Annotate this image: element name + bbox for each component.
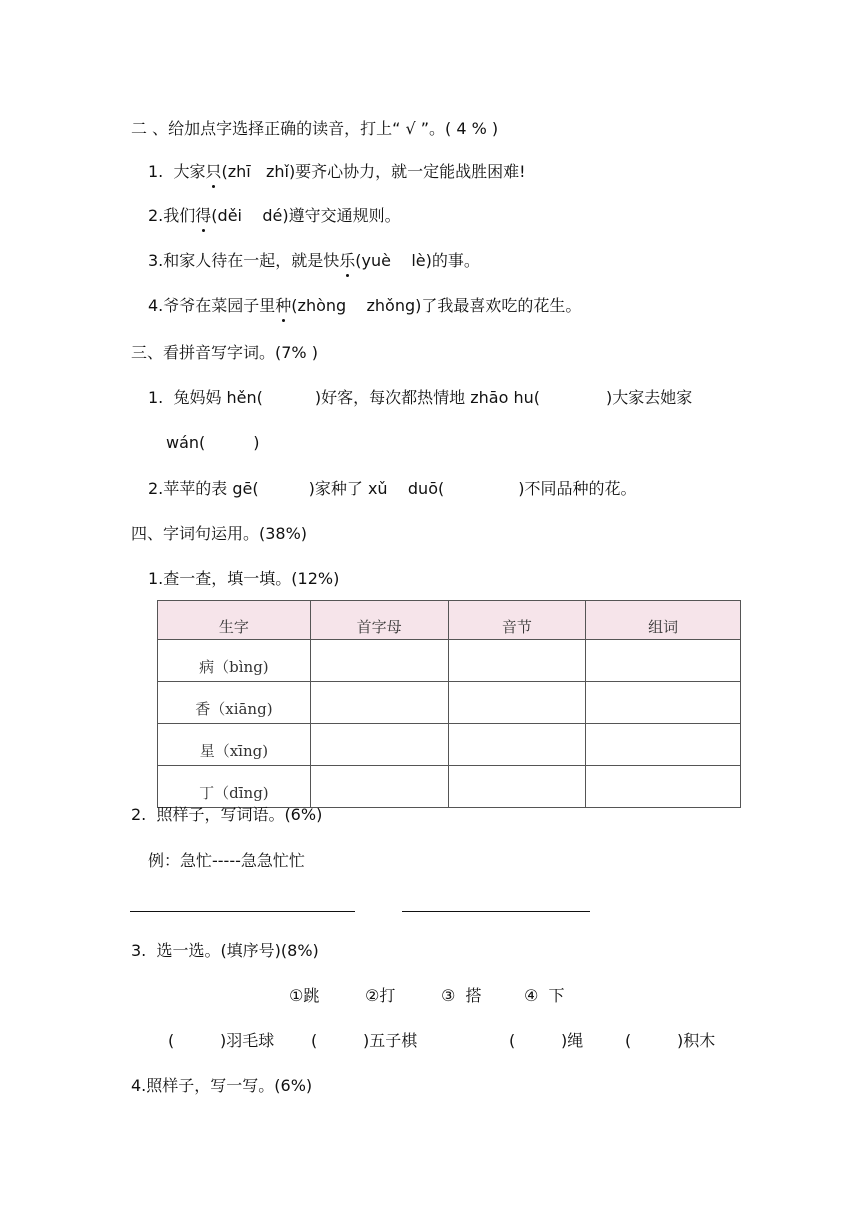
q-text: 2.苹苹的表 gē(: [148, 479, 259, 498]
paren-open[interactable]: (: [625, 1031, 632, 1050]
section-3-title: 三、看拼音写字词。(7% ): [131, 343, 318, 362]
q-text: (zhòng zhǒng)了我最喜欢吃的花生。: [291, 296, 582, 315]
answer-line[interactable]: [130, 911, 355, 912]
dotted-char: 得: [195, 206, 212, 225]
q-text: 1. 大家: [148, 162, 206, 181]
question-2-2: [148, 205, 401, 227]
option-4: ④ 下: [524, 986, 565, 1005]
answer-cell[interactable]: [586, 766, 741, 808]
paren-open[interactable]: (: [509, 1031, 516, 1050]
table-row: [158, 724, 741, 766]
question-4-2-title: 2. 照样子，写词语。(6%): [131, 805, 323, 824]
q-text: 2.我们: [148, 206, 196, 225]
item-badminton: )羽毛球: [220, 1031, 275, 1050]
q-text: 1. 兔妈妈 hěn(: [148, 388, 263, 407]
question-3-1-cont: [166, 432, 260, 454]
question-2-4: [148, 295, 581, 317]
table-header: 生字: [158, 601, 311, 640]
item-gomoku: )五子棋: [363, 1031, 418, 1050]
q-text: )不同品种的花。: [518, 479, 637, 498]
q-text: 3.和家人待在一起，就是快: [148, 251, 340, 270]
answer-cell[interactable]: [310, 640, 448, 682]
option-2: ②打: [365, 986, 396, 1005]
question-3-2: [148, 478, 636, 500]
q-text: (yuè lè)的事。: [355, 251, 480, 270]
table-char-cell: 病（bìng): [158, 640, 311, 682]
table-header: 音节: [448, 601, 586, 640]
table-char-cell: 香（xiāng): [158, 682, 311, 724]
answer-cell[interactable]: [310, 766, 448, 808]
answer-cell[interactable]: [448, 640, 586, 682]
table-header: 首字母: [310, 601, 448, 640]
lookup-table: [157, 600, 741, 808]
q-text: wán(: [166, 433, 206, 452]
dotted-char: 种: [275, 296, 292, 315]
q-text: (zhī zhǐ)要齐心协力，就一定能战胜困难!: [221, 162, 526, 181]
answer-cell[interactable]: [586, 640, 741, 682]
q-text: ): [253, 433, 260, 452]
table-row: [158, 682, 741, 724]
table-row: [158, 766, 741, 808]
question-4-1-title: 1.查一查，填一填。(12%): [148, 569, 340, 588]
answer-cell[interactable]: [448, 682, 586, 724]
question-2-1: [148, 161, 526, 183]
option-1: ①跳: [289, 986, 320, 1005]
question-2-3: [148, 250, 480, 272]
answer-cell[interactable]: [586, 682, 741, 724]
dotted-char: 只: [205, 162, 222, 181]
answer-line[interactable]: [402, 911, 590, 912]
table-header-row: [158, 601, 741, 640]
question-3-1: [148, 387, 692, 409]
option-3: ③ 搭: [441, 986, 482, 1005]
table-header: 组词: [586, 601, 741, 640]
item-blocks: )积木: [677, 1031, 716, 1050]
question-4-2-example: 例：急忙-----急急忙忙: [148, 851, 305, 870]
table-row: [158, 640, 741, 682]
q-text: )大家去她家: [605, 388, 693, 407]
section-2-title: 二 、给加点字选择正确的读音，打上“ √ ”。( 4 % ): [131, 119, 499, 138]
answer-cell[interactable]: [448, 724, 586, 766]
question-4-3-title: 3. 选一选。(填序号)(8%): [131, 941, 319, 960]
section-4-title: 四、字词句运用。(38%): [131, 524, 308, 543]
table-char-cell: 星（xīng): [158, 724, 311, 766]
table-char-cell: 丁（dīng): [158, 766, 311, 808]
q-text: (děi dé)遵守交通规则。: [211, 206, 401, 225]
paren-open[interactable]: (: [311, 1031, 318, 1050]
q-text: )家种了 xǔ duō(: [308, 479, 445, 498]
dotted-char: 乐: [339, 251, 356, 270]
paren-open[interactable]: (: [168, 1031, 175, 1050]
q-text: 4.爷爷在菜园子里: [148, 296, 276, 315]
item-rope: )绳: [561, 1031, 584, 1050]
answer-cell[interactable]: [448, 766, 586, 808]
answer-cell[interactable]: [310, 724, 448, 766]
question-4-4-title: 4.照样子，写一写。(6%): [131, 1076, 313, 1095]
answer-cell[interactable]: [586, 724, 741, 766]
q-text: )好客，每次都热情地 zhāo hu(: [314, 388, 540, 407]
answer-cell[interactable]: [310, 682, 448, 724]
